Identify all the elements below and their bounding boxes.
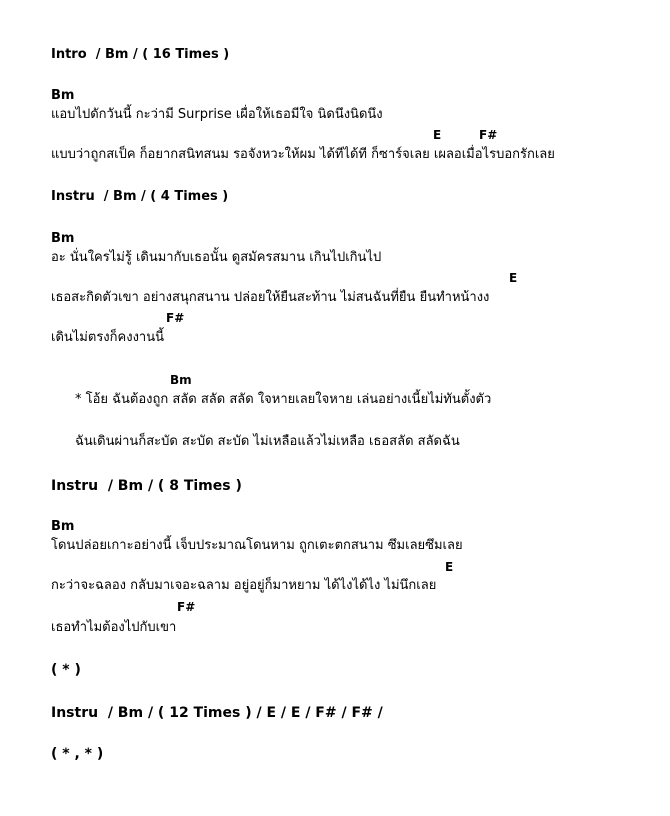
verse3-lyric-2: กะว่าจะฉลอง กลับมาเจอะฉลาม อยู่อยู่ก็มาหยาม ได้ไงได้ไง ไม่นึกเลย — [51, 578, 437, 593]
instru3-line: Instru / Bm / ( 12 Times ) / E / E / F# / F# / — [51, 705, 383, 721]
intro-line: Intro / Bm / ( 16 Times ) — [51, 47, 230, 62]
chorus-chord-bm: Bm — [170, 373, 192, 387]
chorus-ref2-line: ( * , * ) — [51, 746, 104, 762]
chorus-lyric-2: ฉันเดินผ่านก็สะบัด สะบัด สะบัด ไม่เหลือแล้วไม่เหลือ เธอสลัด สลัดฉัน — [75, 434, 460, 449]
verse1-chord-fs: F# — [479, 128, 498, 142]
verse2-chord-bm: Bm — [51, 231, 75, 246]
verse3-chord-bm: Bm — [51, 519, 75, 534]
verse1-lyric-1: แอบไปดักวันนี้ กะว่ามี Surprise เผื่อให้เธอมีใจ นิดนึงนิดนึง — [51, 107, 383, 122]
verse2-lyric-3: เดินไม่ตรงก็คงงานนี้ — [51, 330, 164, 345]
verse2-lyric-2: เธอสะกิดตัวเขา อย่างสนุกสนาน ปล่อยให้ยืนสะท้าน ไม่สนฉันที่ยืน ยืนทำหน้างง — [51, 290, 490, 305]
verse3-chord-e: E — [445, 560, 454, 574]
verse3-lyric-3: เธอทำไมต้องไปกับเขา — [51, 620, 177, 635]
verse3-chord-fs: F# — [177, 600, 196, 614]
chorus-lyric-1: * โอ้ย ฉันต้องถูก สลัด สลัด สลัด ใจหายเลยใจหาย เล่นอย่างเนี้ยไม่ทันตั้งตัว — [75, 392, 492, 407]
chorus-ref-line: ( * ) — [51, 662, 81, 678]
verse1-chord-e: E — [433, 128, 442, 142]
verse2-chord-fs: F# — [166, 311, 185, 325]
instru1-line: Instru / Bm / ( 4 Times ) — [51, 189, 229, 204]
verse2-chord-e: E — [509, 271, 518, 285]
verse3-lyric-1: โดนปล่อยเกาะอย่างนี้ เจ็บประมาณโดนหาม ถูกเตะตกสนาม ซึมเลยซึมเลย — [51, 538, 463, 553]
instru2-line: Instru / Bm / ( 8 Times ) — [51, 478, 242, 494]
verse1-lyric-2: แบบว่าถูกสเป็ค ก็อยากสนิทสนม รอจังหวะให้ผม ได้ทีได้ที ก็ซาร์จเลย เผลอเมื่อไรบอกรักเลย — [51, 147, 555, 162]
verse2-lyric-1: อะ นั่นใครไม่รู้ เดินมากับเธอนั้น ดูสมัครสมาน เกินไปเกินไป — [51, 250, 382, 265]
verse1-chord-bm: Bm — [51, 88, 75, 103]
